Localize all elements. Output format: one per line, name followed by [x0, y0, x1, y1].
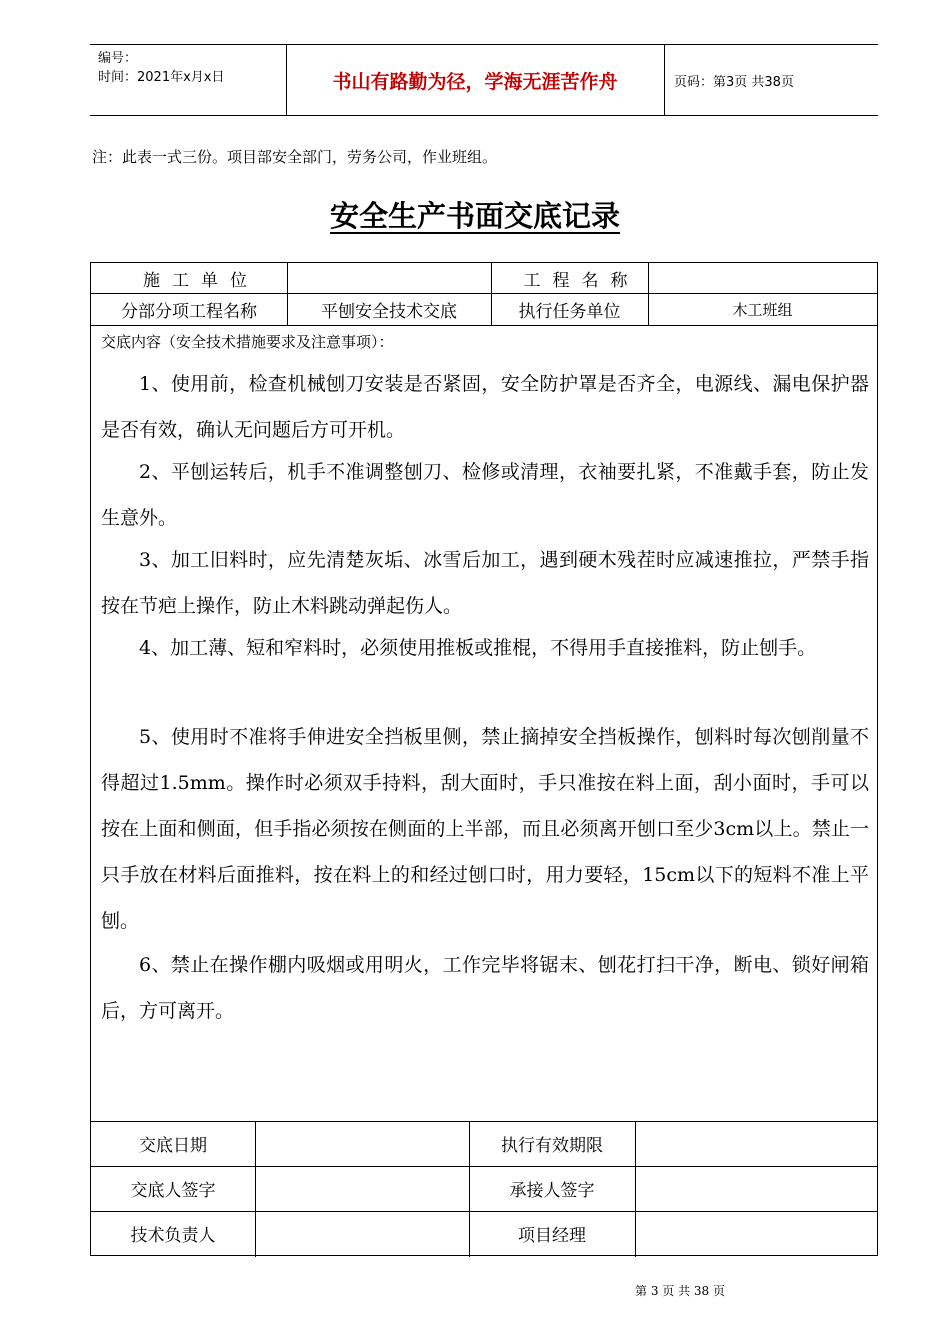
handover-signature-label: 交底人签字 [130, 1181, 216, 1201]
task-unit-label: 执行任务单位 [518, 302, 621, 322]
header-page-info: 页码：第3页 共38页 [674, 75, 794, 90]
instruction-paragraph: 6、禁止在操作棚内吸烟或用明火，工作完毕将锯末、刨花打扫干净，断电、锁好闸箱后，方可离开。 [101, 954, 869, 1022]
instruction-paragraph: 4、加工薄、短和窄料时，必须使用推板或推棍，不得用手直接推料，防止刨手。 [139, 637, 817, 659]
page-footer: 第 3 页 共 38 页 [635, 1284, 725, 1298]
technical-lead-value[interactable] [255, 1211, 469, 1255]
validity-period-label: 执行有效期限 [501, 1136, 603, 1156]
header-motto: 书山有路勤为径，学海无涯苦作舟 [332, 71, 618, 93]
receiver-signature-label: 承接人签字 [509, 1181, 595, 1201]
instruction-paragraph: 5、使用时不准将手伸进安全挡板里侧，禁止摘掉安全挡板操作，刨料时每次刨削量不得超过1.5mm。操作时必须双手持料，刮大面时，手只准按在料上面，刮小面时，手可以按在上面和侧面，但手指必须按在侧面的上半部，而且必须离开刨口至少3cm以上。禁止一只手放在材料后面推料，按在料上的和经过刨口时，用力要轻，15cm以下的短料不准上平刨。 [101, 726, 869, 932]
page-header [90, 44, 878, 116]
instruction-paragraph: 2、平刨运转后，机手不准调整刨刀、检修或清理，衣袖要扎紧，不准戴手套，防止发生意外。 [101, 461, 869, 529]
row-divider [91, 325, 877, 326]
project-name-value[interactable] [648, 263, 877, 293]
validity-period-value[interactable] [635, 1121, 877, 1166]
construction-unit-value[interactable] [287, 263, 491, 293]
title-text: 安全生产书面交底记录 [329, 199, 620, 233]
construction-unit-label: 施工单位 [143, 270, 259, 291]
instruction-paragraph: 1、使用前，检查机械刨刀安装是否紧固，安全防护罩是否齐全，电源线、漏电保护器是否有效，确认无问题后方可开机。 [101, 373, 869, 441]
handover-date-label: 交底日期 [139, 1136, 207, 1156]
receiver-signature-value[interactable] [635, 1166, 877, 1211]
record-table [90, 262, 878, 1256]
document-title [0, 194, 950, 235]
project-name-label: 工程名称 [523, 270, 640, 291]
handover-date-value[interactable] [255, 1121, 469, 1166]
header-info [98, 49, 224, 87]
task-unit-value: 木工班组 [732, 301, 793, 319]
project-manager-value[interactable] [635, 1211, 877, 1255]
subproject-name-label: 分部分项工程名称 [121, 302, 257, 322]
content-label: 交底内容（安全技术措施要求及注意事项）： [101, 333, 394, 351]
handover-signature-value[interactable] [255, 1166, 469, 1211]
time-label: 时间：2021年x月x日 [98, 70, 225, 85]
number-label: 编号： [98, 51, 138, 66]
instruction-paragraph: 3、加工旧料时，应先清楚灰垢、冰雪后加工，遇到硬木残茬时应减速推拉，严禁手指按在节疤上操作，防止木料跳动弹起伤人。 [101, 549, 869, 617]
project-manager-label: 项目经理 [518, 1225, 586, 1246]
subproject-name-value: 平刨安全技术交底 [321, 302, 457, 322]
technical-lead-label: 技术负责人 [130, 1225, 216, 1246]
header-divider [664, 45, 665, 115]
note-text: 注：此表一式三份。项目部安全部门，劳务公司，作业班组。 [92, 148, 498, 166]
